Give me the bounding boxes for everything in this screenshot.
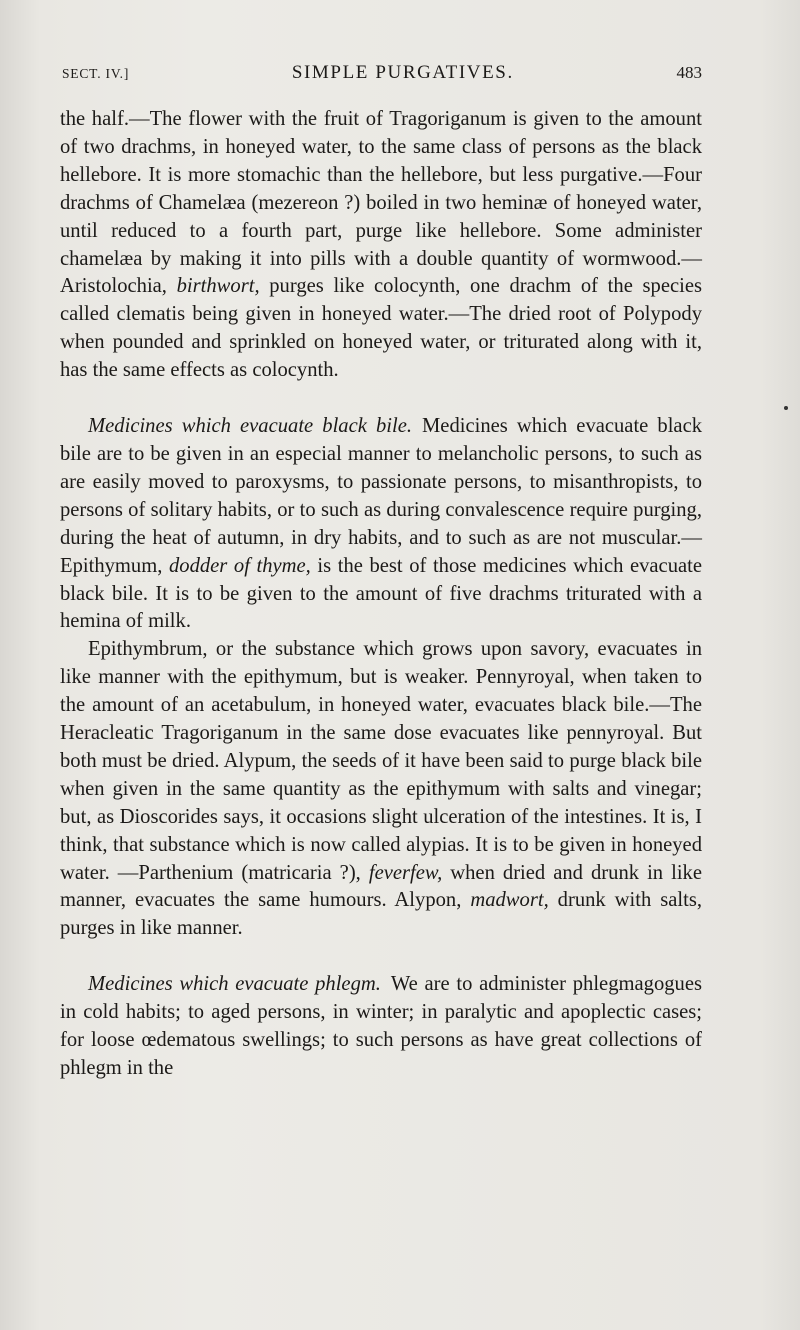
text-run: Medicines which evacuate black bile are to be given in an especial manner to melancholic persons, to such as are easily moved to paroxysms, to passionate persons, to misanthropists, to persons of solitary habits, or to such as during convalescence require purging, during the heat of autumn, in dry habits, and to such as are not muscular.—Epithymum, [60, 415, 703, 577]
text-run: Epithymbrum, or the substance which grows upon savory, evacuates in like manner with the epithymum, but is weaker. Pennyroyal, when taken to the amount of an acetabulum, in honeyed water, evacuates black bile.—The Heracleatic Tragoriganum in the same dose evacuates like pennyroyal. But both must be dried. Alypum, the seeds of it have been said to purge black bile when given in the same quantity as the epithymum with salts and vinegar; but, as Dioscorides says, it occasions slight ulceration of the intestines. It is, I think, that substance which is now called alypias. It is to be given in honeyed water. —Parthenium (matricaria ?), [60, 638, 702, 884]
text-run: the half.—The flower with the fruit of Tragoriganum is given to the amount of two drachms, in honeyed water, to the same class of persons as the black hellebore. It is more stomachic than the hellebore, but less purgative.—Four drachms of Chamelæa (mezereon ?) boiled in two heminæ of honeyed water, until reduced to a fourth part, purge like hellebore. Some administer chamelæa by making it into pills with a double quantity of wormwood.—Aristolochia, [60, 108, 702, 298]
running-title: SIMPLE PURGATIVES. [291, 62, 514, 83]
text-run: is the best of those medicines which evacuate black bile. It is to be given to the amount of five drachms triturated with a hemina of milk. [60, 554, 703, 633]
text-run: drunk with salts, purges in like manner. [60, 889, 702, 940]
paragraph-tragoriganum [60, 106, 702, 385]
text-run: purges like colocynth, one drachm of the species called clematis being given in honeyed water.—The dried root of Polypody when pounded and sprinkled on honeyed water, or triturated along with it, has the same effects as colocynth. [60, 275, 702, 382]
paragraph-epithymbrum [60, 636, 702, 943]
paragraph-black-bile [60, 413, 702, 636]
ink-speck [784, 406, 788, 410]
italic-term: dodder of thyme, [168, 554, 311, 577]
running-header [62, 62, 702, 88]
page-number: 483 [676, 63, 702, 82]
italic-term: birthwort, [176, 275, 260, 298]
italic-term: feverfew, [368, 861, 443, 884]
paragraph-phlegm [60, 971, 702, 1083]
section-heading: Medicines which evacuate black bile. [88, 415, 412, 438]
body-text [60, 106, 702, 1083]
section-marker: SECT. IV.] [62, 66, 130, 81]
text-run: when dried and drunk in like manner, evacuates the same humours. Alypon, [60, 861, 702, 912]
italic-term: madwort, [470, 889, 549, 912]
text-run: We are to administer phlegmagogues in cold habits; to aged persons, in winter; in paralytic and apoplectic cases; for loose œdematous swellings; to such persons as have great collections of phlegm in the [60, 973, 702, 1079]
section-heading: Medicines which evacuate phlegm. [88, 973, 381, 996]
